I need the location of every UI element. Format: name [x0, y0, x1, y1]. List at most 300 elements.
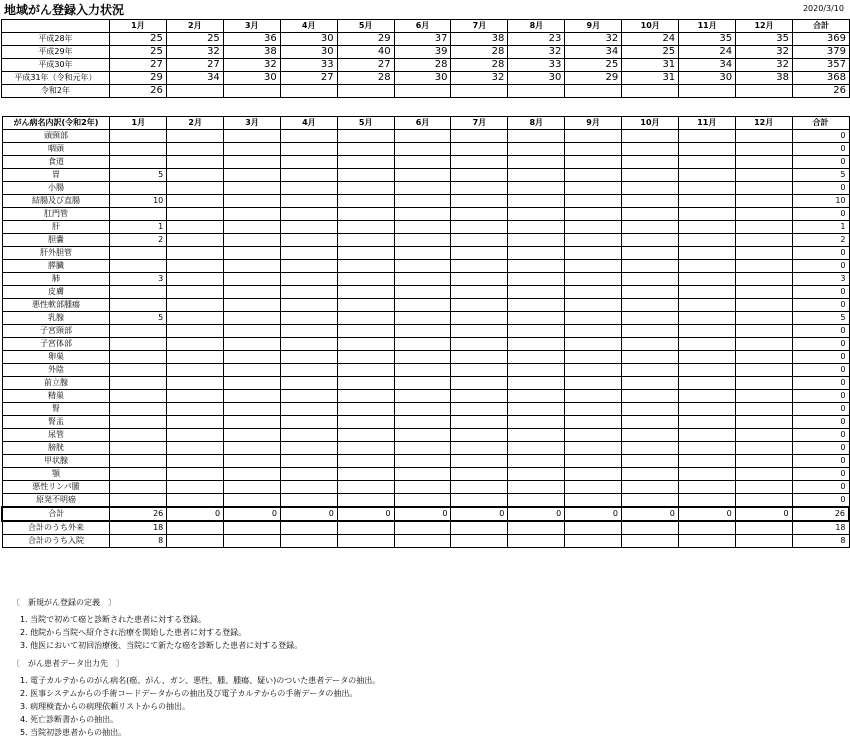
month-value: [167, 182, 224, 195]
month-value: [337, 286, 394, 299]
row-total: 0: [792, 130, 849, 143]
month-value: [622, 143, 679, 156]
month-value: [394, 208, 451, 221]
month-value: [508, 221, 565, 234]
month-value: 30: [223, 72, 280, 85]
month-value: [678, 156, 735, 169]
row-label: 平成31年（令和元年）: [2, 72, 110, 85]
month-value: [337, 208, 394, 221]
month-value: [110, 364, 167, 377]
output-item: 3. 病理検査からの病理依頼リストからの抽出。: [20, 702, 191, 711]
month-value: [337, 130, 394, 143]
month-value: [565, 221, 622, 234]
month-value: [167, 364, 224, 377]
month-value: [224, 416, 281, 429]
month-value: [565, 130, 622, 143]
month-value: 28: [337, 72, 394, 85]
month-value: [565, 299, 622, 312]
month-value: 31: [622, 59, 679, 72]
table-row: [2, 403, 849, 416]
month-value: [622, 429, 679, 442]
month-value: [678, 325, 735, 338]
table-row: [2, 234, 849, 247]
month-value: [508, 195, 565, 208]
month-value: [223, 85, 280, 98]
table-row: [2, 143, 849, 156]
month-value: [565, 338, 622, 351]
row-total: 0: [792, 403, 849, 416]
month-value: 37: [394, 33, 451, 46]
month-value: [110, 325, 167, 338]
month-value: [565, 468, 622, 481]
month-value: [451, 260, 508, 273]
month-value: [337, 494, 394, 508]
row-label: 膀胱: [2, 442, 110, 455]
month-value: [280, 494, 337, 508]
month-value: 35: [679, 33, 736, 46]
month-value: [280, 535, 337, 548]
month-value: [224, 299, 281, 312]
month-value: [280, 208, 337, 221]
month-value: [394, 442, 451, 455]
total-header: 合計: [792, 117, 849, 130]
month-header: 6月: [394, 117, 451, 130]
table-row: [2, 195, 849, 208]
row-label: 尿管: [2, 429, 110, 442]
table-row: [2, 535, 849, 548]
month-header: 6月: [394, 20, 451, 33]
table-row: [2, 286, 849, 299]
month-value: 3: [110, 273, 167, 286]
row-label: 胃: [2, 169, 110, 182]
row-total: 10: [792, 195, 849, 208]
row-total: 0: [792, 325, 849, 338]
month-value: [508, 377, 565, 390]
month-value: [735, 169, 792, 182]
month-value: [337, 312, 394, 325]
month-value: [394, 494, 451, 508]
month-value: 32: [736, 46, 793, 59]
month-value: [280, 416, 337, 429]
month-value: 27: [337, 59, 394, 72]
row-label: 食道: [2, 156, 110, 169]
month-value: [451, 481, 508, 494]
month-value: [224, 468, 281, 481]
month-value: [678, 403, 735, 416]
table-row: [2, 325, 849, 338]
month-value: [167, 299, 224, 312]
row-total: 0: [792, 481, 849, 494]
month-value: [508, 390, 565, 403]
month-value: [622, 535, 679, 548]
month-value: [565, 286, 622, 299]
month-value: [280, 234, 337, 247]
cancer-breakdown-table: [1, 116, 850, 548]
month-value: 36: [223, 33, 280, 46]
month-value: [280, 351, 337, 364]
table-row: [2, 46, 850, 59]
month-value: [110, 494, 167, 508]
month-value: [565, 273, 622, 286]
month-value: [280, 156, 337, 169]
month-value: [735, 390, 792, 403]
month-value: [678, 130, 735, 143]
definition-item: 1. 当院で初めて癌と診断された患者に対する登録。: [20, 615, 207, 624]
month-value: [451, 85, 508, 98]
month-value: [678, 377, 735, 390]
month-value: [451, 521, 508, 535]
month-value: 29: [565, 72, 622, 85]
month-value: [337, 221, 394, 234]
month-value: [337, 429, 394, 442]
month-value: [565, 521, 622, 535]
month-value: 0: [280, 507, 337, 521]
month-value: [622, 299, 679, 312]
month-value: [337, 299, 394, 312]
table-row: [2, 481, 849, 494]
month-value: 24: [622, 33, 679, 46]
month-value: [110, 377, 167, 390]
month-value: [678, 416, 735, 429]
month-value: [167, 403, 224, 416]
month-value: [224, 521, 281, 535]
month-value: [451, 390, 508, 403]
month-value: 27: [166, 59, 223, 72]
month-value: [224, 169, 281, 182]
month-value: [394, 325, 451, 338]
month-value: [224, 221, 281, 234]
month-value: [394, 364, 451, 377]
month-value: [622, 221, 679, 234]
table-row: [2, 59, 850, 72]
month-value: [735, 312, 792, 325]
month-value: 0: [451, 507, 508, 521]
month-value: [394, 455, 451, 468]
month-value: [394, 377, 451, 390]
report-date: 2020/3/10: [802, 4, 844, 13]
month-value: [735, 195, 792, 208]
month-value: 23: [508, 33, 565, 46]
month-value: [678, 442, 735, 455]
month-header: 5月: [337, 20, 394, 33]
month-value: [678, 169, 735, 182]
month-value: [735, 260, 792, 273]
month-value: [735, 364, 792, 377]
row-label: 合計: [2, 507, 110, 521]
month-value: [622, 169, 679, 182]
month-value: [224, 312, 281, 325]
table-row: [2, 221, 849, 234]
month-value: [337, 338, 394, 351]
month-value: [678, 299, 735, 312]
month-value: [280, 403, 337, 416]
month-value: [167, 338, 224, 351]
month-value: [451, 535, 508, 548]
month-value: 0: [508, 507, 565, 521]
month-header: 8月: [508, 117, 565, 130]
month-value: [451, 273, 508, 286]
month-value: [337, 85, 394, 98]
month-value: [224, 403, 281, 416]
row-label: 肛門管: [2, 208, 110, 221]
month-value: [508, 247, 565, 260]
month-value: [735, 234, 792, 247]
month-value: [337, 481, 394, 494]
month-value: 30: [280, 46, 337, 59]
row-label: 咽頭: [2, 143, 110, 156]
month-value: [565, 169, 622, 182]
month-header: 7月: [451, 117, 508, 130]
month-value: [678, 494, 735, 508]
row-label: 平成30年: [2, 59, 110, 72]
month-value: [451, 208, 508, 221]
table-row: [2, 156, 849, 169]
month-value: 28: [451, 46, 508, 59]
row-label: 乳腺: [2, 312, 110, 325]
month-value: [224, 377, 281, 390]
month-value: [167, 169, 224, 182]
month-value: [224, 273, 281, 286]
month-value: [110, 455, 167, 468]
month-value: [735, 325, 792, 338]
month-value: 5: [110, 312, 167, 325]
table-row: [2, 494, 849, 508]
row-total: 0: [792, 338, 849, 351]
month-value: [508, 286, 565, 299]
output-item: 1. 電子カルテからのがん病名(癌、がん、ガン、悪性、腫、腫瘍、疑い)のついた患者データの抽出。: [20, 676, 381, 685]
month-value: [224, 535, 281, 548]
month-value: [167, 130, 224, 143]
month-value: [224, 455, 281, 468]
month-value: [224, 481, 281, 494]
month-value: [678, 521, 735, 535]
month-value: [337, 182, 394, 195]
month-value: [678, 182, 735, 195]
month-value: [224, 338, 281, 351]
month-value: 34: [565, 46, 622, 59]
month-value: [110, 351, 167, 364]
month-value: [337, 468, 394, 481]
month-value: [394, 481, 451, 494]
table-row: [2, 260, 849, 273]
month-value: [394, 85, 451, 98]
month-value: [622, 273, 679, 286]
month-value: [622, 338, 679, 351]
month-value: 25: [622, 46, 679, 59]
month-value: [508, 481, 565, 494]
month-value: [167, 260, 224, 273]
row-label: 肝外胆管: [2, 247, 110, 260]
row-total: 369: [793, 33, 850, 46]
month-value: [451, 416, 508, 429]
month-value: [394, 403, 451, 416]
month-value: [451, 351, 508, 364]
table-row: [2, 455, 849, 468]
month-value: [110, 260, 167, 273]
row-label: 前立腺: [2, 377, 110, 390]
row-total: 0: [792, 143, 849, 156]
month-value: [394, 312, 451, 325]
month-value: [224, 442, 281, 455]
month-value: [337, 260, 394, 273]
month-value: 0: [565, 507, 622, 521]
row-total: 3: [792, 273, 849, 286]
month-value: [394, 351, 451, 364]
month-value: [224, 156, 281, 169]
month-value: [735, 143, 792, 156]
table-row: [2, 416, 849, 429]
row-total: 0: [792, 390, 849, 403]
month-value: [622, 455, 679, 468]
month-value: 26: [109, 85, 166, 98]
month-value: 27: [109, 59, 166, 72]
month-value: [735, 208, 792, 221]
month-value: [394, 429, 451, 442]
month-value: [508, 494, 565, 508]
table-row: [2, 247, 849, 260]
month-value: [622, 156, 679, 169]
month-value: 38: [736, 72, 793, 85]
month-value: [167, 442, 224, 455]
row-total: 0: [792, 260, 849, 273]
month-header: 2月: [166, 20, 223, 33]
month-value: [508, 169, 565, 182]
month-value: [280, 221, 337, 234]
month-value: [394, 143, 451, 156]
month-value: [508, 442, 565, 455]
row-label: 結腸及び直腸: [2, 195, 110, 208]
month-value: [565, 481, 622, 494]
month-value: [678, 390, 735, 403]
month-value: [565, 208, 622, 221]
month-value: [451, 247, 508, 260]
table-row: [2, 169, 849, 182]
month-value: 18: [110, 521, 167, 535]
row-label: 腎盂: [2, 416, 110, 429]
month-value: [735, 521, 792, 535]
output-item: 4. 死亡診断書からの抽出。: [20, 715, 119, 724]
month-value: [224, 364, 281, 377]
month-value: [679, 85, 736, 98]
month-value: [565, 182, 622, 195]
row-total: 26: [793, 85, 850, 98]
month-value: 32: [736, 59, 793, 72]
month-value: [167, 143, 224, 156]
month-value: [678, 535, 735, 548]
month-value: [565, 234, 622, 247]
table-row: [2, 299, 849, 312]
row-total: 368: [793, 72, 850, 85]
table-row: [2, 208, 849, 221]
month-value: [167, 195, 224, 208]
month-value: [678, 286, 735, 299]
month-value: [565, 403, 622, 416]
row-total: 379: [793, 46, 850, 59]
month-value: 24: [679, 46, 736, 59]
month-value: [565, 85, 622, 98]
month-value: [508, 364, 565, 377]
month-value: 30: [679, 72, 736, 85]
month-value: [508, 260, 565, 273]
month-value: [678, 247, 735, 260]
month-value: [508, 429, 565, 442]
month-value: [735, 442, 792, 455]
table-row: [2, 468, 849, 481]
month-value: [224, 130, 281, 143]
month-value: [622, 195, 679, 208]
month-value: [451, 338, 508, 351]
month-value: [622, 234, 679, 247]
month-value: [508, 455, 565, 468]
month-value: [337, 143, 394, 156]
month-value: [394, 273, 451, 286]
month-header: 10月: [622, 20, 679, 33]
month-value: [678, 312, 735, 325]
month-value: [224, 494, 281, 508]
month-value: [508, 143, 565, 156]
month-value: [678, 208, 735, 221]
month-value: [167, 481, 224, 494]
month-value: [622, 390, 679, 403]
month-value: [622, 416, 679, 429]
month-value: [735, 182, 792, 195]
month-value: 25: [109, 33, 166, 46]
month-header: 9月: [565, 117, 622, 130]
month-value: [166, 85, 223, 98]
month-value: [735, 286, 792, 299]
month-value: [394, 156, 451, 169]
row-label: 原発不明癌: [2, 494, 110, 508]
month-header: 3月: [224, 117, 281, 130]
table-row: [2, 130, 849, 143]
month-value: [337, 234, 394, 247]
output-item: 5. 当院初診患者からの抽出。: [20, 728, 127, 737]
month-header: 8月: [508, 20, 565, 33]
month-value: [394, 416, 451, 429]
row-label: 肝: [2, 221, 110, 234]
month-value: [280, 521, 337, 535]
month-value: [736, 85, 793, 98]
month-header: 11月: [679, 20, 736, 33]
month-value: [280, 377, 337, 390]
month-value: 29: [109, 72, 166, 85]
month-value: [451, 377, 508, 390]
row-total: 0: [792, 208, 849, 221]
month-value: 0: [735, 507, 792, 521]
month-value: [167, 234, 224, 247]
month-value: [224, 247, 281, 260]
month-value: [167, 377, 224, 390]
month-value: [224, 195, 281, 208]
month-value: [337, 364, 394, 377]
row-total: 0: [792, 442, 849, 455]
month-value: [451, 130, 508, 143]
month-value: [678, 468, 735, 481]
page-title: 地域がん登録入力状況: [4, 3, 125, 17]
month-value: 40: [337, 46, 394, 59]
month-value: [337, 273, 394, 286]
month-header: 7月: [451, 20, 508, 33]
table-row: [2, 273, 849, 286]
table-row: [2, 72, 850, 85]
month-value: [110, 468, 167, 481]
month-value: [110, 247, 167, 260]
row-label: 膵臓: [2, 260, 110, 273]
month-value: [110, 403, 167, 416]
month-header: 4月: [280, 117, 337, 130]
month-value: [508, 521, 565, 535]
month-value: [622, 481, 679, 494]
